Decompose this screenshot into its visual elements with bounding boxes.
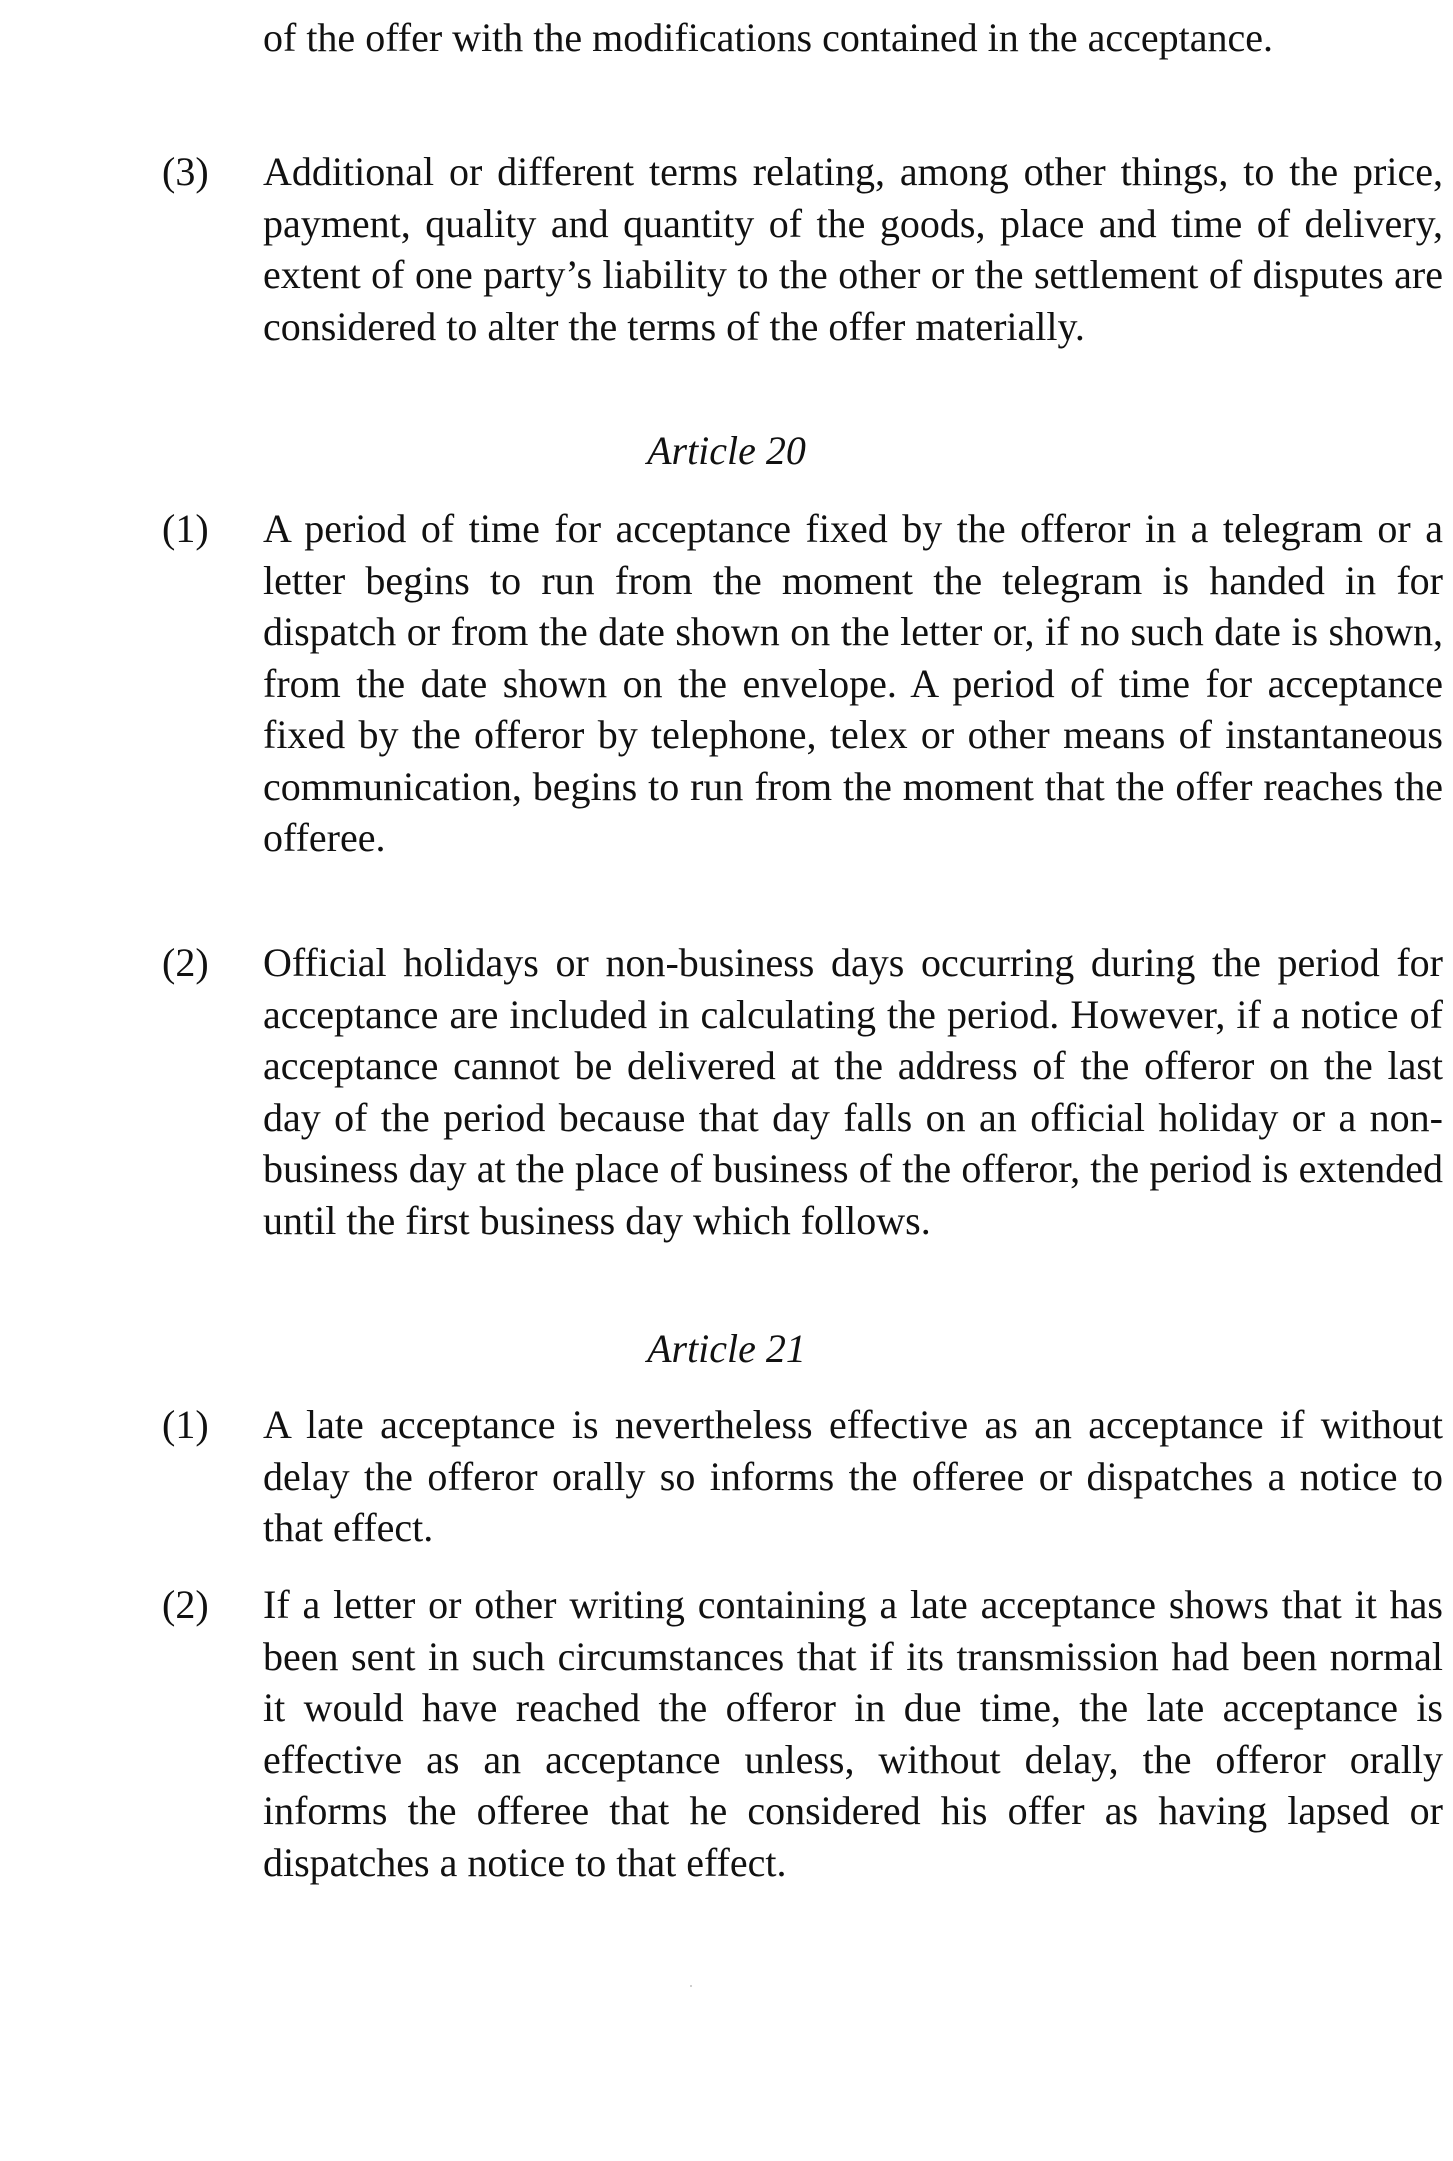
article-19-para-3-text: Additional or different terms relating, among other things, to the price, payment, quality and quantity of the goods, place and time of delivery, extent of one party’s liability to the other or the settlement of disputes are considered to alter the terms of the offer materially. — [263, 149, 1443, 349]
article-20-para-2-text: Official holidays or non-business days occurring during the period for acceptance are included in calculating the period. However, if a notice of acceptance cannot be delivered at the address of the offeror on the last day of the period because that day falls on an official holiday or a non-business day at the place of business of the offeror, the period is extended until the first business day which follows. — [263, 940, 1443, 1243]
article-20-para-2-number: (2) — [162, 940, 209, 985]
article-21-para-2-number: (2) — [162, 1582, 209, 1627]
article-20-heading-label: Article 20 — [647, 428, 806, 473]
article-20-para-1-text: A period of time for acceptance fixed by the offeror in a telegram or a letter begins to run from the moment the telegram is handed in for dispatch or from the date shown on the letter or, if no such date is shown, from the date shown on the envelope. A period of time for acceptance fixed by the offeror by telephone, telex or other means of instantaneous communication, begins to run from the moment that the offer reaches the offeree. — [263, 506, 1443, 860]
scan-speck — [690, 1985, 692, 1987]
article-20-para-1-number: (1) — [162, 506, 209, 551]
article-21-para-1-text: A late acceptance is nevertheless effective as an acceptance if without delay the offeror orally so informs the offeree or dispatches a notice to that effect. — [263, 1402, 1443, 1550]
article-21-para-1-number: (1) — [162, 1402, 209, 1447]
article-21-para-2-text: If a letter or other writing containing a late acceptance shows that it has been sent in such circumstances that if its transmission had been normal it would have reached the offeror in due time, the late acceptance is effective as an acceptance unless, without delay, the offeror orally informs the offeree that he considered his offer as having lapsed or dispatches a notice to that effect. — [263, 1582, 1443, 1885]
article-21-heading-label: Article 21 — [647, 1326, 806, 1371]
article-19-para-3-number: (3) — [162, 149, 209, 194]
article-20-heading — [0, 425, 1453, 477]
continuation-paragraph: of the offer with the modifications contained in the acceptance. — [263, 15, 1273, 60]
article-21-heading — [0, 1323, 1453, 1375]
